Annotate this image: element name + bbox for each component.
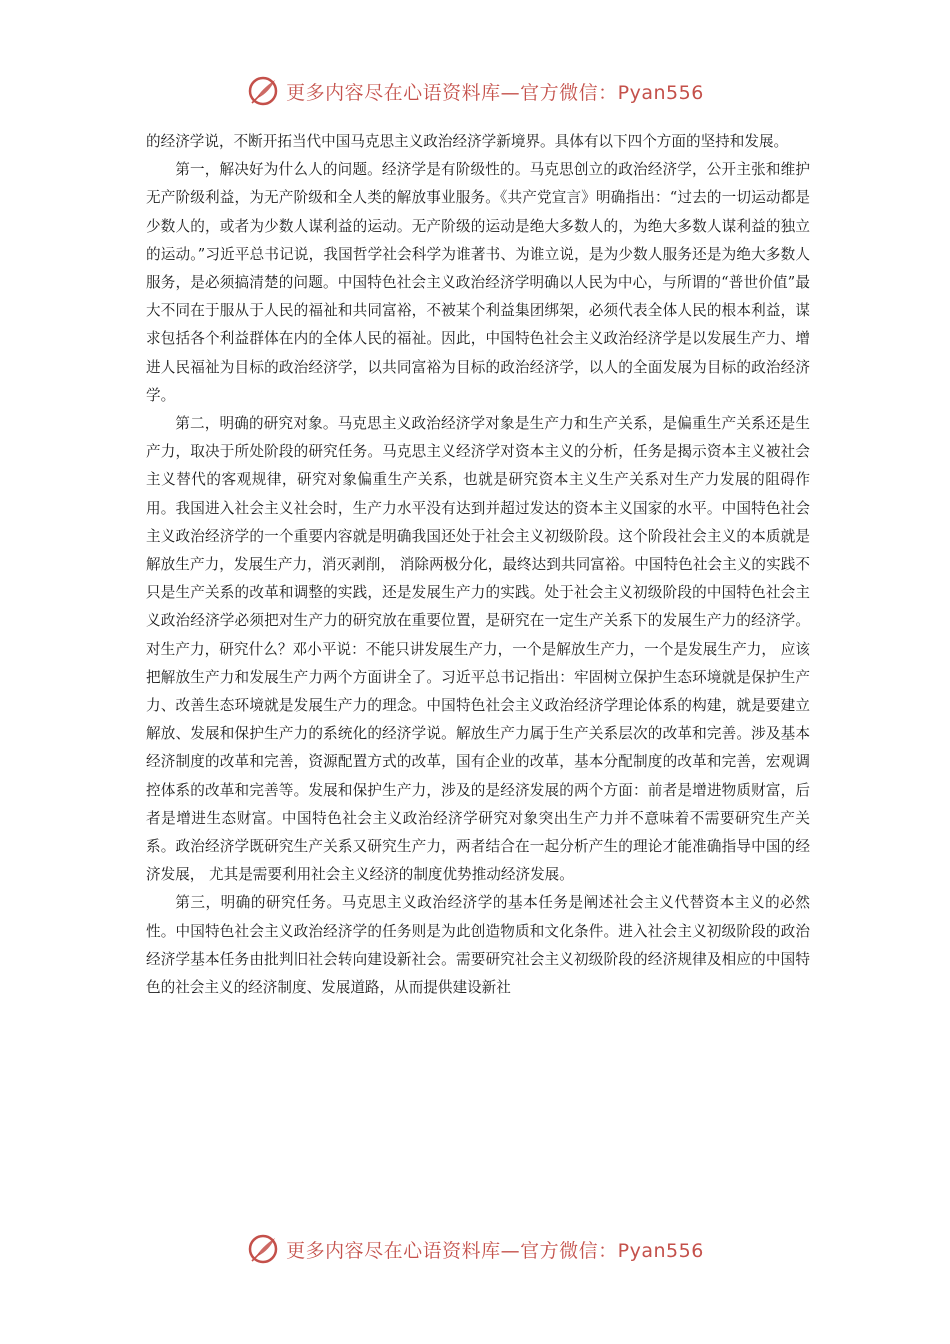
paragraph-continuation: 的经济学说，不断开拓当代中国马克思主义政治经济学新境界。具体有以下四个方面的坚持和发展。 — [146, 133, 789, 150]
quill-logo-icon — [246, 74, 280, 108]
document-body — [146, 128, 810, 1002]
header-watermark — [0, 74, 950, 108]
paragraph-third-point: 第三，明确的研究任务。马克思主义政治经济学的基本任务是阐述社会主义代替资本主义的必然性。中国特色社会主义政治经济学的任务则是为此创造物质和文化条件。进入社会主义初级阶段的政治经济学基本任务由批判旧社会转向建设新社会。需要研究社会主义初级阶段的经济规律及相应的中国特色的社会主义的经济制度、发展道路，从而提供建设新社 — [146, 894, 810, 997]
watermark-text: 更多内容尽在心语资料库—官方微信：Pyan556 — [286, 81, 704, 104]
quill-logo-icon — [246, 1232, 280, 1266]
footer-watermark — [0, 1232, 950, 1266]
paragraph-second-point: 第二，明确的研究对象。马克思主义政治经济学对象是生产力和生产关系，是偏重生产关系还是生产力，取决于所处阶段的研究任务。马克思主义经济学对资本主义的分析，任务是揭示资本主义被社会主义替代的客观规律，研究对象偏重生产关系，也就是研究资本主义生产关系对生产力发展的阻碍作用。我国进入社会主义社会时，生产力水平没有达到并超过发达的资本主义国家的水平。中国特色社会主义政治经济学的一个重要内容就是明确我国还处于社会主义初级阶段。这个阶段社会主义的本质就是解放生产力，发展生产力，消灭剥削， 消除两极分化，最终达到共同富裕。中国特色社会主义的实践不只是生产关系的改革和调整的实践，还是发展生产力的实践。处于社会主义初级阶段的中国特色社会主义政治经济学必须把对生产力的研究放在重要位置，是研究在一定生产关系下的发展生产力的经济学。对生产力，研究什么？邓小平说：不能只讲发展生产力，一个是解放生产力，一个是发展生产力， 应该把解放生产力和发展生产力两个方面讲全了。习近平总书记指出：牢固树立保护生态环境就是保护生产力、改善生态环境就是发展生产力的理念。中国特色社会主义政治经济学理论体系的构建，就是要建立解放、发展和保护生产力的系统化的经济学说。解放生产力属于生产关系层次的改革和完善。涉及基本经济制度的改革和完善，资源配置方式的改革，国有企业的改革，基本分配制度的改革和完善，宏观调控体系的改革和完善等。发展和保护生产力，涉及的是经济发展的两个方面：前者是增进物质财富，后者是增进生态财富。中国特色社会主义政治经济学研究对象突出生产力并不意味着不需要研究生产关系。政治经济学既研究生产关系又研究生产力，两者结合在一起分析产生的理论才能准确指导中国的经济发展， 尤其是需要利用社会主义经济的制度优势推动经济发展。 — [146, 415, 810, 884]
paragraph-first-point: 第一，解决好为什么人的问题。经济学是有阶级性的。马克思创立的政治经济学，公开主张和维护无产阶级利益，为无产阶级和全人类的解放事业服务。《共产党宣言》明确指出：“过去的一切运动都是少数人的，或者为少数人谋利益的运动。无产阶级的运动是绝大多数人的，为绝大多数人谋利益的独立的运动。”习近平总书记说，我国哲学社会科学为谁著书、为谁立说，是为少数人服务还是为绝大多数人服务，是必须搞清楚的问题。中国特色社会主义政治经济学明确以人民为中心，与所谓的“普世价值”最大不同在于服从于人民的福祉和共同富裕，不被某个利益集团绑架，必须代表全体人民的根本利益，谋求包括各个利益群体在内的全体人民的福祉。因此，中国特色社会主义政治经济学是以发展生产力、增进人民福祉为目标的政治经济学，以共同富裕为目标的政治经济学，以人的全面发展为目标的政治经济学。 — [146, 161, 810, 404]
watermark-text: 更多内容尽在心语资料库—官方微信：Pyan556 — [286, 1239, 704, 1262]
